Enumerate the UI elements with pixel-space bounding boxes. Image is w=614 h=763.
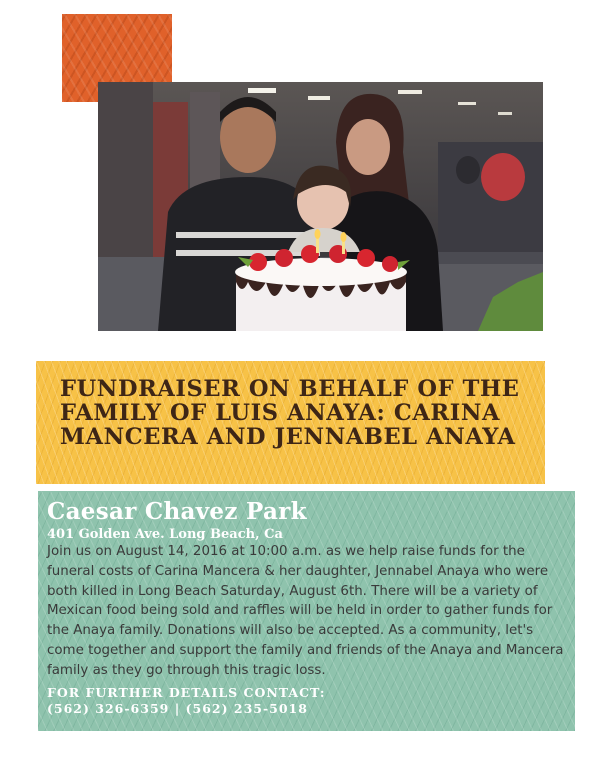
family-photo-illustration <box>98 82 543 331</box>
event-info-panel <box>38 491 575 731</box>
fundraiser-title: FUNDRAISER ON BEHALF OF THE FAMILY OF LUIS ANAYA: CARINA MANCERA AND JENNABEL ANAYA <box>60 376 520 450</box>
family-photo <box>98 82 543 331</box>
park-name: Caesar Chavez Park <box>47 498 307 525</box>
event-address: 401 Golden Ave. Long Beach, Ca <box>47 527 283 542</box>
title-banner <box>36 361 545 484</box>
event-description: Join us on August 14, 2016 at 10:00 a.m. as we help raise funds for the funeral costs of Carina Mancera & her daughter, Jennabel Anaya who were both killed in Long Beach Saturday, August 6th. There will be a variety of Mexican food being sold and raffles will be held in order to gather funds for the Anaya family. Donations will also be accepted. As a community, let's come together and support the family and friends of the Anaya and Mancera family as they go through this tragic loss. <box>47 544 564 678</box>
contact-label: FOR FURTHER DETAILS CONTACT: <box>47 685 326 700</box>
contact-phones: (562) 326-6359 | (562) 235-5018 <box>47 701 308 716</box>
